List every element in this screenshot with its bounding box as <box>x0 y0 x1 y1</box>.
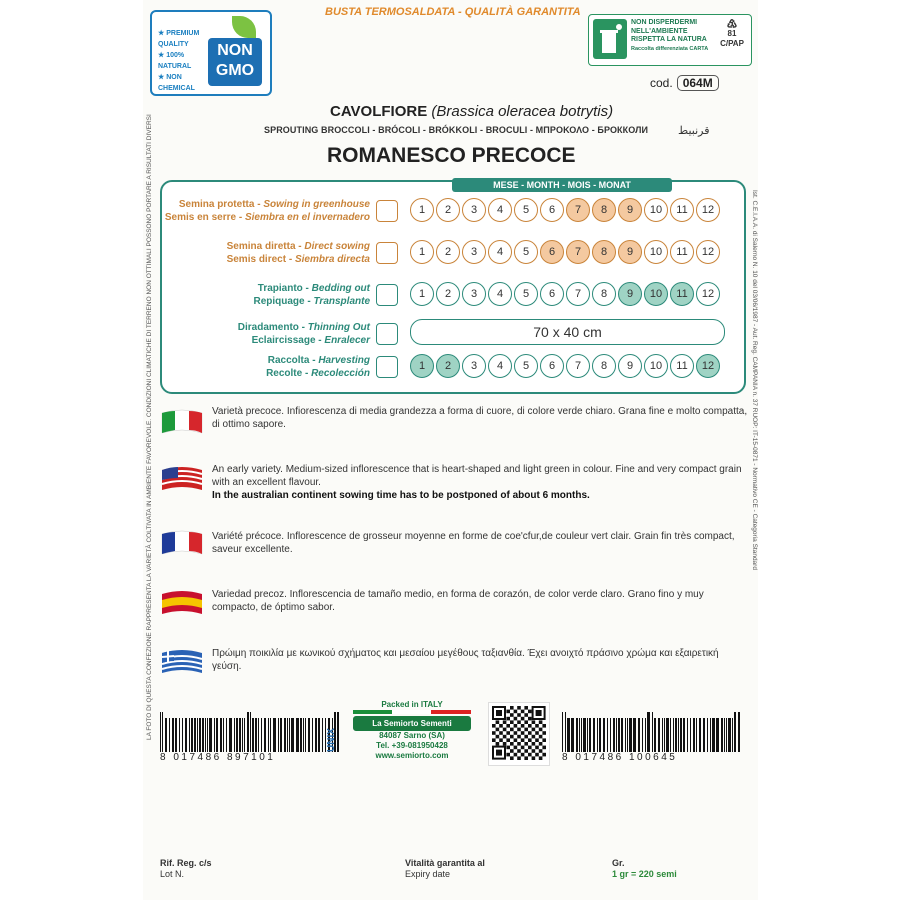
usa-flag-icon <box>160 464 204 494</box>
month-cell: 11 <box>670 198 694 222</box>
month-cell: 4 <box>488 198 512 222</box>
month-cell: 9 <box>618 354 642 378</box>
footer-vitality: Vitalità garantita al Expiry date <box>405 858 485 879</box>
italy-flag-icon <box>160 407 204 437</box>
month-cell: 8 <box>592 240 616 264</box>
top-banner: BUSTA TERMOSALDATA - QUALITÀ GARANTITA <box>325 6 581 18</box>
month-cell: 1 <box>410 282 434 306</box>
calendar-months <box>410 240 722 264</box>
month-cell: 9 <box>618 240 642 264</box>
month-cell: 12 <box>696 282 720 306</box>
month-cell: 11 <box>670 354 694 378</box>
month-cell: 10 <box>644 240 668 264</box>
month-cell: 2 <box>436 198 460 222</box>
company-logo: Packed in ITALY La Semiorto Sementi 84087 Sarno (SA) Tel. +39-081950428 www.semiorto.com <box>353 700 471 761</box>
month-cell: 3 <box>462 282 486 306</box>
calendar-row-label: Semina diretta - Direct sowing Semis direct - Siembra directa <box>226 241 370 265</box>
description-english: An early variety. Medium-sized inflorescence that is heart-shaped and light green in colour. Fine and very compact grain with an excellent flavour. In the australian continent sowing time has to be postponed of about 6 months. <box>212 464 742 501</box>
month-cell: 11 <box>670 240 694 264</box>
footer-registration: Rif. Reg. c/s Lot N. <box>160 858 212 879</box>
month-cell: 3 <box>462 354 486 378</box>
month-cell: 10 <box>644 282 668 306</box>
month-cell: 6 <box>540 240 564 264</box>
month-cell: 10 <box>644 354 668 378</box>
calendar-row-label: Raccolta - Harvesting Recolte - Recolección <box>266 355 370 379</box>
footer-weight: Gr. 1 gr = 220 semi <box>612 858 677 879</box>
non-gmo-label: NON GMO <box>208 38 262 86</box>
month-cell: 7 <box>566 240 590 264</box>
product-name-arabic: قرنبيط <box>678 125 710 137</box>
seed-packet <box>143 0 758 900</box>
qr-code[interactable] <box>488 702 550 766</box>
month-cell: 5 <box>514 240 538 264</box>
month-cell: 4 <box>488 240 512 264</box>
month-cell: 7 <box>566 354 590 378</box>
description-italian: Varietà precoce. Infiorescenza di media grandezza a forma di cuore, di colore verde chiaro. Grana fine e molto compatta, di ottimo sapore. <box>212 406 748 430</box>
calendar-row-label: Semina protetta - Sowing in greenhouse Semis en serre - Siembra en el invernadero <box>164 199 370 223</box>
month-cell: 1 <box>410 240 434 264</box>
unix-tag: UNIX <box>326 728 337 752</box>
month-cell: 12 <box>696 240 720 264</box>
month-cell: 1 <box>410 354 434 378</box>
month-cell: 3 <box>462 198 486 222</box>
product-translations: SPROUTING BROCCOLI - BRÓCOLI - BRÓKKOLI - BROCULI - ΜΠΡΟΚΟΛΟ - БРОККОЛИ <box>264 125 649 135</box>
barcode-left: 8 017486 897101 <box>160 712 340 763</box>
month-cell: 4 <box>488 354 512 378</box>
month-cell: 9 <box>618 198 642 222</box>
month-cell: 8 <box>592 282 616 306</box>
side-note-left: LA FOTO DI QUESTA CONFEZIONE RAPPRESENTA LA VARIETÀ COLTIVATA IN AMBIENTE FAVOREVOLE. CONDIZIONI CLIMATICHE DI TERRENO NON OTTIMALI POSSONO PORTARE A RISULTATI DIVERSI <box>146 114 153 740</box>
france-flag-icon <box>160 528 204 558</box>
month-cell: 6 <box>540 354 564 378</box>
variety-name: ROMANESCO PRECOCE <box>327 144 576 167</box>
month-cell: 12 <box>696 354 720 378</box>
month-cell: 7 <box>566 198 590 222</box>
calendar-months <box>410 282 722 306</box>
month-cell: 2 <box>436 354 460 378</box>
month-cell: 10 <box>644 198 668 222</box>
month-cell: 11 <box>670 282 694 306</box>
calendar-header: MESE - MONTH - MOIS - MONAT <box>452 178 672 192</box>
trash-bin-icon <box>593 19 627 59</box>
description-french: Variété précoce. Inflorescence de grosseur moyenne en forme de coe'cfur,de couleur vert clair. Grain fin très compact, saveur excellente. <box>212 531 735 555</box>
month-cell: 7 <box>566 282 590 306</box>
plant-spacing: 70 x 40 cm <box>410 319 725 345</box>
seed-hand-icon <box>376 242 398 264</box>
month-cell: 4 <box>488 282 512 306</box>
side-note-right: Ist. C.E.I.A.A. di Salerno N. 10 del 03/06/1987 - Aut. Reg. CAMPANIA n. 37 RUOP: IT-15-0871 - Normativo CE - Categoria Standard <box>751 190 758 570</box>
month-cell: 2 <box>436 240 460 264</box>
month-cell: 3 <box>462 240 486 264</box>
month-cell: 2 <box>436 282 460 306</box>
recycle-text: NON DISPERDERMI NELL'AMBIENTE RISPETTA LA NATURA Raccolta differenziata CARTA <box>631 19 709 52</box>
month-cell: 6 <box>540 198 564 222</box>
month-cell: 12 <box>696 198 720 222</box>
seedling-icon <box>376 284 398 306</box>
spain-flag-icon <box>160 588 204 618</box>
calendar-row-label: Diradamento - Thinning Out Eclaircissage - Enralecer <box>237 322 370 346</box>
harvest-icon <box>376 356 398 378</box>
barcode-right: 8 017486 100645 <box>562 712 742 763</box>
calendar-months <box>410 354 722 378</box>
paper-recycle-code: ♳ 81 C/PAP <box>717 19 747 49</box>
greenhouse-icon <box>376 200 398 222</box>
description-spanish: Variedad precoz. Inflorescencia de tamaño medio, en forma de corazón, de color verde claro. Grano fino y muy compacto, de óptimo sabor. <box>212 589 704 613</box>
month-cell: 5 <box>514 354 538 378</box>
calendar-row-label: Trapianto - Bedding out Repiquage - Transplante <box>253 283 370 307</box>
product-code: cod. 064M <box>650 75 719 91</box>
month-cell: 8 <box>592 198 616 222</box>
description-greek: Πρώιμη ποικιλία με κωνικού σχήματος και μεσαίου μεγέθους ταξιανθία. Έχει ανοιχτό πράσινο χρώμα και εξαιρετική γεύση. <box>212 648 719 672</box>
product-name: CAVOLFIORE (Brassica oleracea botrytis) <box>330 103 614 120</box>
month-cell: 6 <box>540 282 564 306</box>
badge-claims: ★ PREMIUM QUALITY ★ 100% NATURAL ★ NON CHEMICAL <box>158 30 200 92</box>
leaf-icon <box>232 16 256 38</box>
recycle-notice <box>588 14 752 66</box>
calendar-months <box>410 198 722 222</box>
month-cell: 8 <box>592 354 616 378</box>
non-gmo-badge <box>150 10 272 96</box>
month-cell: 9 <box>618 282 642 306</box>
month-cell: 1 <box>410 198 434 222</box>
greece-flag-icon <box>160 647 204 677</box>
month-cell: 5 <box>514 198 538 222</box>
thinning-icon <box>376 323 398 345</box>
recycle-triangle-icon: ♳ <box>726 17 738 31</box>
month-cell: 5 <box>514 282 538 306</box>
